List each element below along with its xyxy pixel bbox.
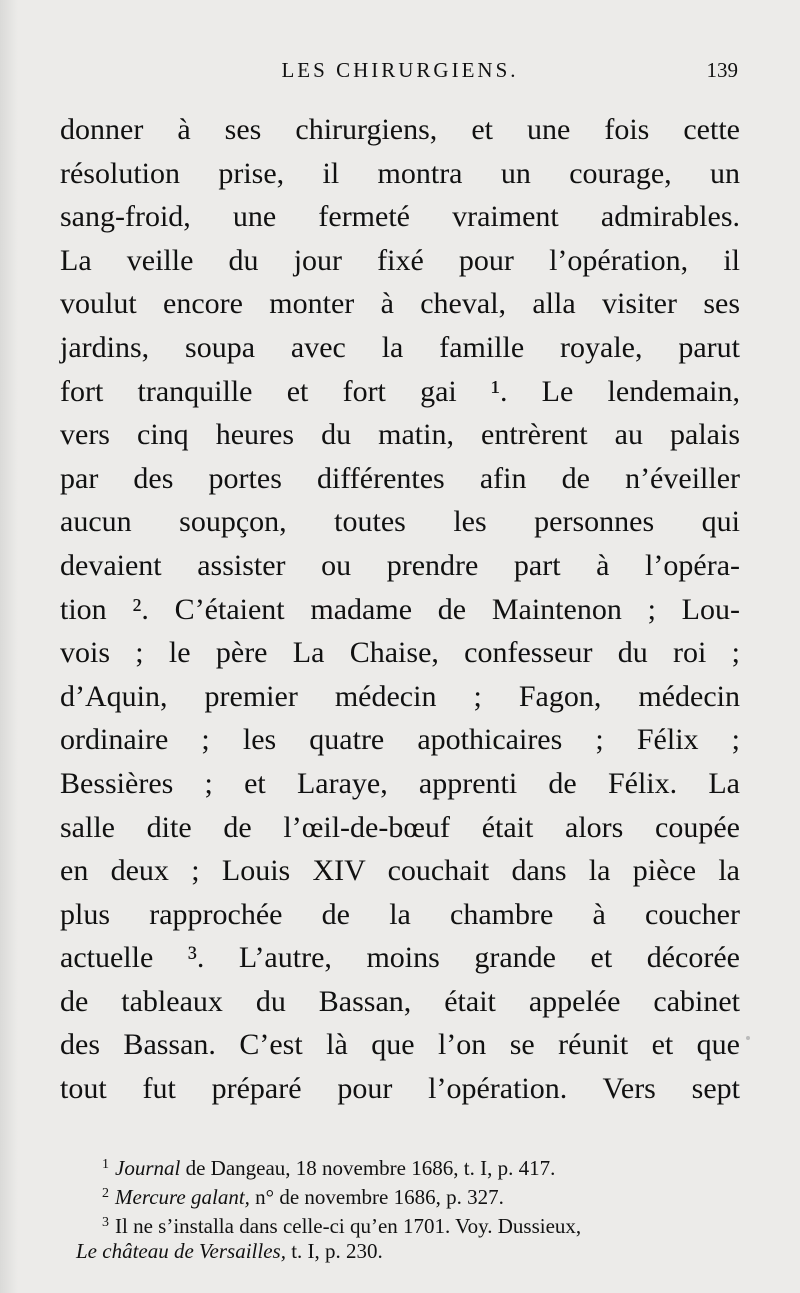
text-line: tout fut préparé pour l’opération. Vers sept — [60, 1072, 740, 1106]
footnote-3 — [60, 1208, 740, 1237]
text-line: en deux ; Louis XIV couchait dans la pièce la — [60, 854, 740, 888]
text-line: de tableaux du Bassan, était appelée cabinet — [60, 984, 740, 1018]
footnote-text: Il ne s’installa dans celle-ci qu’en 1701. Voy. Dussieux, — [115, 1214, 582, 1238]
text-line: tion ². C’étaient madame de Maintenon ; Lou- — [60, 592, 740, 626]
footnote-text: n° de novembre 1686, p. 327. — [249, 1185, 504, 1209]
text-line: fort tranquille et fort gai ¹. Le lendemain, — [60, 374, 740, 408]
text-line: d’Aquin, premier médecin ; Fagon, médecin — [60, 679, 740, 713]
text-line: devaient assister ou prendre part à l’opéra- — [60, 548, 740, 582]
text-line: actuelle ³. L’autre, moins grande et décorée — [60, 941, 740, 975]
text-line: voulut encore monter à cheval, alla visiter ses — [60, 287, 740, 321]
footnote-3-continuation — [60, 1237, 740, 1266]
footnote-2 — [60, 1179, 740, 1208]
text-line: jardins, soupa avec la famille royale, parut — [60, 330, 740, 364]
footnote-text: de Dangeau, 18 novembre 1686, t. I, p. 417. — [180, 1156, 556, 1180]
stray-mark — [746, 1036, 750, 1040]
footnote-italic: Mercure galant, — [115, 1185, 250, 1209]
text-line: ordinaire ; les quatre apothicaires ; Félix ; — [60, 723, 740, 757]
page-edge — [0, 0, 18, 1293]
running-head — [60, 58, 740, 88]
text-line: sang-froid, une fermeté vraiment admirables. — [60, 200, 740, 234]
footnote-text: t. I, p. 230. — [285, 1239, 383, 1263]
body-text — [60, 108, 740, 1111]
text-line: par des portes différentes afin de n’éveiller — [60, 461, 740, 495]
text-line: La veille du jour fixé pour l’opération, il — [60, 243, 740, 277]
text-line: vois ; le père La Chaise, confesseur du roi ; — [60, 636, 740, 670]
text-line: aucun soupçon, toutes les personnes qui — [60, 505, 740, 539]
running-title: LES CHIRURGIENS. — [281, 58, 519, 82]
footnote-1 — [60, 1150, 740, 1179]
footnote-italic: Journal — [115, 1156, 181, 1180]
footnote-mark: 2 — [102, 1186, 109, 1201]
text-line: salle dite de l’œil-de-bœuf était alors coupée — [60, 810, 740, 844]
text-line: des Bassan. C’est là que l’on se réunit et que — [60, 1028, 740, 1062]
footnote-italic: Le château de Versailles, — [76, 1239, 286, 1263]
text-line: donner à ses chirurgiens, et une fois cette — [60, 113, 740, 146]
text-line: vers cinq heures du matin, entrèrent au palais — [60, 418, 740, 452]
page-number: 139 — [706, 58, 738, 82]
text-line: résolution prise, il montra un courage, un — [60, 156, 740, 190]
text-line: Bessières ; et Laraye, apprenti de Félix. La — [60, 766, 740, 800]
footnotes — [60, 1150, 740, 1266]
footnote-mark: 3 — [102, 1215, 109, 1230]
footnote-mark: 1 — [102, 1157, 109, 1172]
text-line: plus rapprochée de la chambre à coucher — [60, 897, 740, 931]
